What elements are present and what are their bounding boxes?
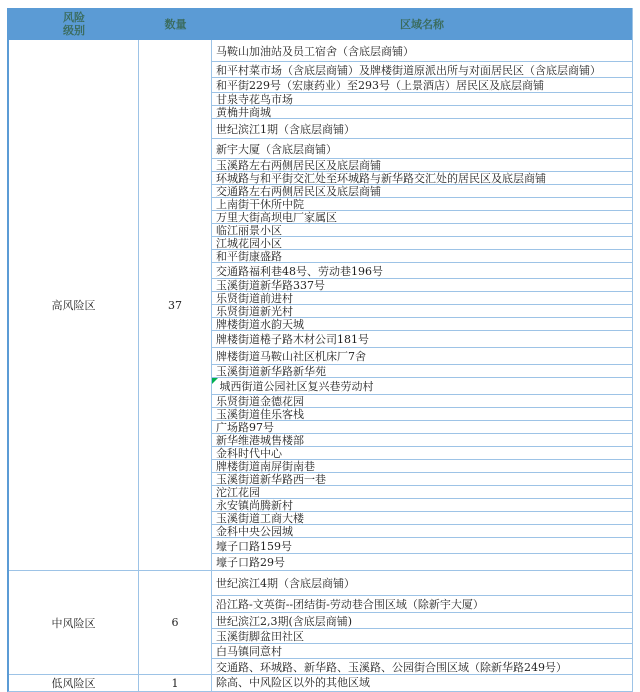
area-name-text: 环城路与和平街交汇处至环城路与新华路交汇处的居民区及底层商铺	[216, 172, 546, 184]
area-name-text: 白马镇同意村	[216, 645, 282, 658]
risk-level-cell: 高风险区	[9, 40, 139, 570]
area-name-text: 乐贤街道前进村	[216, 292, 293, 304]
area-row	[212, 184, 632, 197]
area-name-text: 牌楼街道棬子路木材公司181号	[216, 333, 369, 346]
area-row	[212, 92, 632, 105]
area-name-text: 世纪滨江2,3期(含底层商铺)	[216, 614, 353, 628]
area-name-text: 和平街229号（宏康药业）至293号（上景酒店）居民区及底层商铺	[216, 79, 544, 92]
area-name-text: 交通路左右两侧居民区及底层商铺	[216, 185, 381, 197]
area-row	[212, 485, 632, 498]
area-row	[212, 304, 632, 317]
column-header-area-name	[212, 8, 632, 40]
table-body	[9, 40, 632, 691]
area-row	[212, 524, 632, 537]
area-row	[212, 291, 632, 304]
area-row	[212, 347, 632, 364]
area-row	[212, 330, 632, 347]
area-row	[212, 498, 632, 511]
area-row	[212, 675, 632, 688]
risk-section	[9, 674, 632, 691]
area-name-text: 万里大街高坝电厂家属区	[216, 211, 337, 223]
area-name-text: 沱江花园	[216, 486, 260, 498]
area-name-text: 沿江路-文英街--团结街-劳动巷合围区域（除新宇大厦）	[216, 598, 484, 611]
area-row	[212, 407, 632, 420]
area-row	[212, 364, 632, 377]
column-header-risk-level	[9, 8, 139, 40]
risk-area-table	[7, 8, 633, 692]
area-row	[212, 210, 632, 223]
area-row	[212, 553, 632, 570]
area-row	[212, 249, 632, 262]
risk-level-header-line2: 级别	[63, 24, 85, 37]
risk-level-header-line1: 风险	[63, 11, 85, 24]
area-name-text: 马鞍山加油站及员工宿舍（含底层商铺）	[216, 44, 414, 58]
area-row	[212, 118, 632, 138]
area-name-header-label: 区域名称	[400, 17, 444, 31]
area-row	[212, 223, 632, 236]
table-header-row	[9, 8, 632, 40]
area-name-text: 甘泉寺花鸟市场	[216, 93, 293, 105]
quantity-header-label: 数量	[164, 17, 187, 31]
area-row	[212, 612, 632, 628]
area-row	[212, 197, 632, 210]
risk-count-cell: 6	[139, 571, 212, 674]
area-row	[212, 420, 632, 433]
area-name-text: 牌楼街道南屏街南巷	[216, 460, 315, 472]
area-row	[212, 171, 632, 184]
area-name-text: 玉溪街道工商大楼	[216, 512, 304, 524]
area-row	[212, 40, 632, 61]
area-name-text: 交通路、环城路、新华路、玉溪路、公园街合围区域（除新华路249号）	[216, 660, 567, 674]
area-name-text: 和平街康盛路	[216, 250, 282, 262]
risk-section	[9, 40, 632, 570]
area-name-text: 乐贤街道新光村	[216, 305, 293, 317]
area-name-text: 除高、中风险区以外的其他区域	[216, 675, 370, 688]
area-name-text: 玉溪街道佳乐客栈	[216, 408, 304, 420]
area-row	[212, 595, 632, 612]
area-row	[212, 158, 632, 171]
area-row	[212, 394, 632, 407]
area-list	[212, 40, 632, 570]
area-row	[212, 262, 632, 278]
area-name-text: 城西街道公园社区复兴巷劳动村	[216, 380, 374, 393]
risk-level-cell: 低风险区	[9, 675, 139, 691]
area-name-text: 临江丽景小区	[216, 224, 282, 236]
area-name-text: 上南街干休所中院	[216, 198, 304, 210]
area-row	[212, 433, 632, 446]
area-name-text: 壕子口路159号	[216, 539, 292, 553]
area-row	[212, 571, 632, 595]
area-row	[212, 138, 632, 158]
risk-count-cell: 1	[139, 675, 212, 691]
area-name-text: 新宇大厦（含底层商铺）	[216, 142, 337, 156]
area-name-text: 广场路97号	[216, 421, 274, 433]
area-row	[212, 317, 632, 330]
area-name-text: 黄桷井商城	[216, 106, 271, 118]
area-name-text: 世纪滨江4期（含底层商铺）	[216, 577, 355, 590]
area-row	[212, 377, 632, 394]
area-row	[212, 658, 632, 674]
area-name-text: 玉溪街道新华路新华苑	[216, 365, 326, 377]
area-row	[212, 236, 632, 249]
risk-level-cell: 中风险区	[9, 571, 139, 674]
area-name-text: 玉溪街道新华路西一巷	[216, 473, 326, 485]
area-row	[212, 643, 632, 658]
area-name-text: 乐贤街道金德花园	[216, 395, 304, 407]
area-name-text: 金科时代中心	[216, 447, 282, 459]
area-name-text: 玉溪街道新华路337号	[216, 279, 325, 291]
risk-count-cell: 37	[139, 40, 212, 570]
area-row	[212, 61, 632, 77]
area-name-text: 玉溪街脚盆田社区	[216, 630, 304, 643]
area-row	[212, 511, 632, 524]
area-row	[212, 628, 632, 643]
column-header-quantity	[139, 8, 212, 40]
area-name-text: 和平村菜市场（含底层商铺）及牌楼街道原派出所与对面居民区（含底层商铺）	[216, 63, 601, 77]
area-name-text: 金科中央公园城	[216, 525, 293, 537]
area-row	[212, 472, 632, 485]
area-name-text: 交通路福利巷48号、劳动巷196号	[216, 264, 383, 278]
risk-section	[9, 570, 632, 674]
area-row	[212, 105, 632, 118]
area-name-text: 新华维港城售楼部	[216, 434, 304, 446]
area-name-text: 玉溪路左右两侧居民区及底层商铺	[216, 159, 381, 171]
area-list	[212, 571, 632, 674]
area-name-text: 壕子口路29号	[216, 556, 285, 569]
area-name-text: 江城花园小区	[216, 237, 282, 249]
area-name-text: 牌楼街道马鞍山社区机床厂7舍	[216, 350, 366, 363]
area-row	[212, 446, 632, 459]
area-row	[212, 77, 632, 92]
area-row	[212, 537, 632, 553]
area-row	[212, 459, 632, 472]
area-row	[212, 278, 632, 291]
area-name-text: 牌楼街道水韵天城	[216, 318, 304, 330]
area-list	[212, 675, 632, 691]
cell-comment-corner-icon	[212, 378, 218, 384]
area-name-text: 世纪滨江1期（含底层商铺）	[216, 122, 355, 136]
area-name-text: 永安镇尚腾新村	[216, 499, 293, 511]
